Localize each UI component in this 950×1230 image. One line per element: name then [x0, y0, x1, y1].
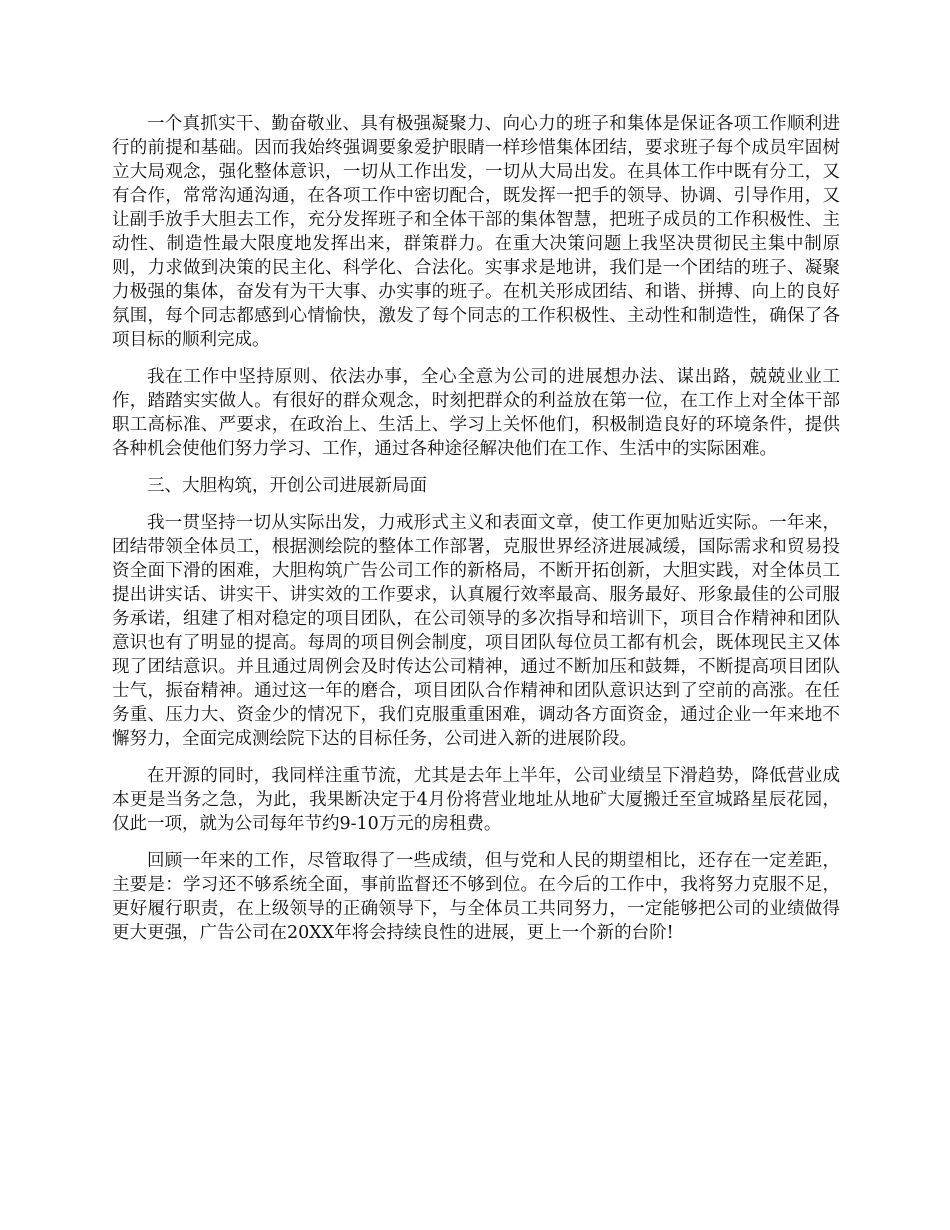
paragraph-work-principles: 我在工作中坚持原则、依法办事，全心全意为公司的进展想办法、谋出路，兢兢业业工作，踏踏实实做人。有很好的群众观念，时刻把群众的利益放在第一位，在工作上对全体干部职工高标准、严要求，在政治上、生活上、学习上关怀他们，积极制造良好的环境条件，提供各种机会使他们努力学习、工作，通过各种途径解决他们在工作、生活中的实际困难。 — [112, 367, 840, 459]
paragraph-review-outlook: 回顾一年来的工作，尽管取得了一些成绩，但与党和人民的期望相比，还存在一定差距，主要是：学习还不够系统全面，事前监督还不够到位。在今后的工作中，我将努力克服不足，更好履行职责，在上级领导的正确领导下，与全体员工共同努力，一定能够把公司的业绩做得更大更强，广告公司在20XX年将会持续良性的进展，更上一个新的台阶! — [112, 851, 840, 943]
paragraph-new-situation: 我一贯坚持一切从实际出发，力戒形式主义和表面文章，使工作更加贴近实际。一年来，团结带领全体员工，根据测绘院的整体工作部署，克服世界经济进展减缓，国际需求和贸易投资全面下滑的困难，大胆构筑广告公司工作的新格局，不断开拓创新，大胆实践，对全体员工提出讲实话、讲实干、讲实效的工作要求，认真履行效率最高、服务最好、形象最佳的公司服务承诺，组建了相对稳定的项目团队，在公司领导的多次指导和培训下，项目合作精神和团队意识也有了明显的提高。每周的项目例会制度，项目团队每位员工都有机会，既体现民主又体现了团结意识。并且通过周例会及时传达公司精神，通过不断加压和鼓舞，不断提高项目团队士气，振奋精神。通过这一年的磨合，项目团队合作精神和团队意识达到了空前的高涨。在任务重、压力大、资金少的情况下，我们克服重重困难，调动各方面资金，通过企业一年来地不懈努力，全面完成测绘院下达的目标任务，公司进入新的进展阶段。 — [112, 513, 840, 749]
document-body — [112, 112, 840, 958]
paragraph-cost-saving: 在开源的同时，我同样注重节流，尤其是去年上半年，公司业绩呈下滑趋势，降低营业成本更是当务之急，为此，我果断决定于4月份将营业地址从地矿大厦搬迁至宣城路星辰花园，仅此一项，就为公司每年节约9-10万元的房租费。 — [112, 766, 840, 834]
section-heading-3: 三、大胆构筑，开创公司进展新局面 — [147, 476, 427, 496]
paragraph-team-unity: 一个真抓实干、勤奋敬业、具有极强凝聚力、向心力的班子和集体是保证各项工作顺利进行的前提和基础。因而我始终强调要象爱护眼睛一样珍惜集体团结，要求班子每个成员牢固树立大局观念，强化整体意识，一切从工作出发，一切从大局出发。在具体工作中既有分工，又有合作，常常沟通沟通，在各项工作中密切配合，既发挥一把手的领导、协调、引导作用，又让副手放手大胆去工作，充分发挥班子和全体干部的集体智慧，把班子成员的工作积极性、主动性、制造性最大限度地发挥出来，群策群力。在重大决策问题上我坚决贯彻民主集中制原则，力求做到决策的民主化、科学化、合法化。实事求是地讲，我们是一个团结的班子、凝聚力极强的集体，奋发有为干大事、办实事的班子。在机关形成团结、和谐、拼搏、向上的良好氛围，每个同志都感到心情愉快，激发了每个同志的工作积极性、主动性和制造性，确保了各项目标的顺利完成。 — [112, 114, 840, 350]
